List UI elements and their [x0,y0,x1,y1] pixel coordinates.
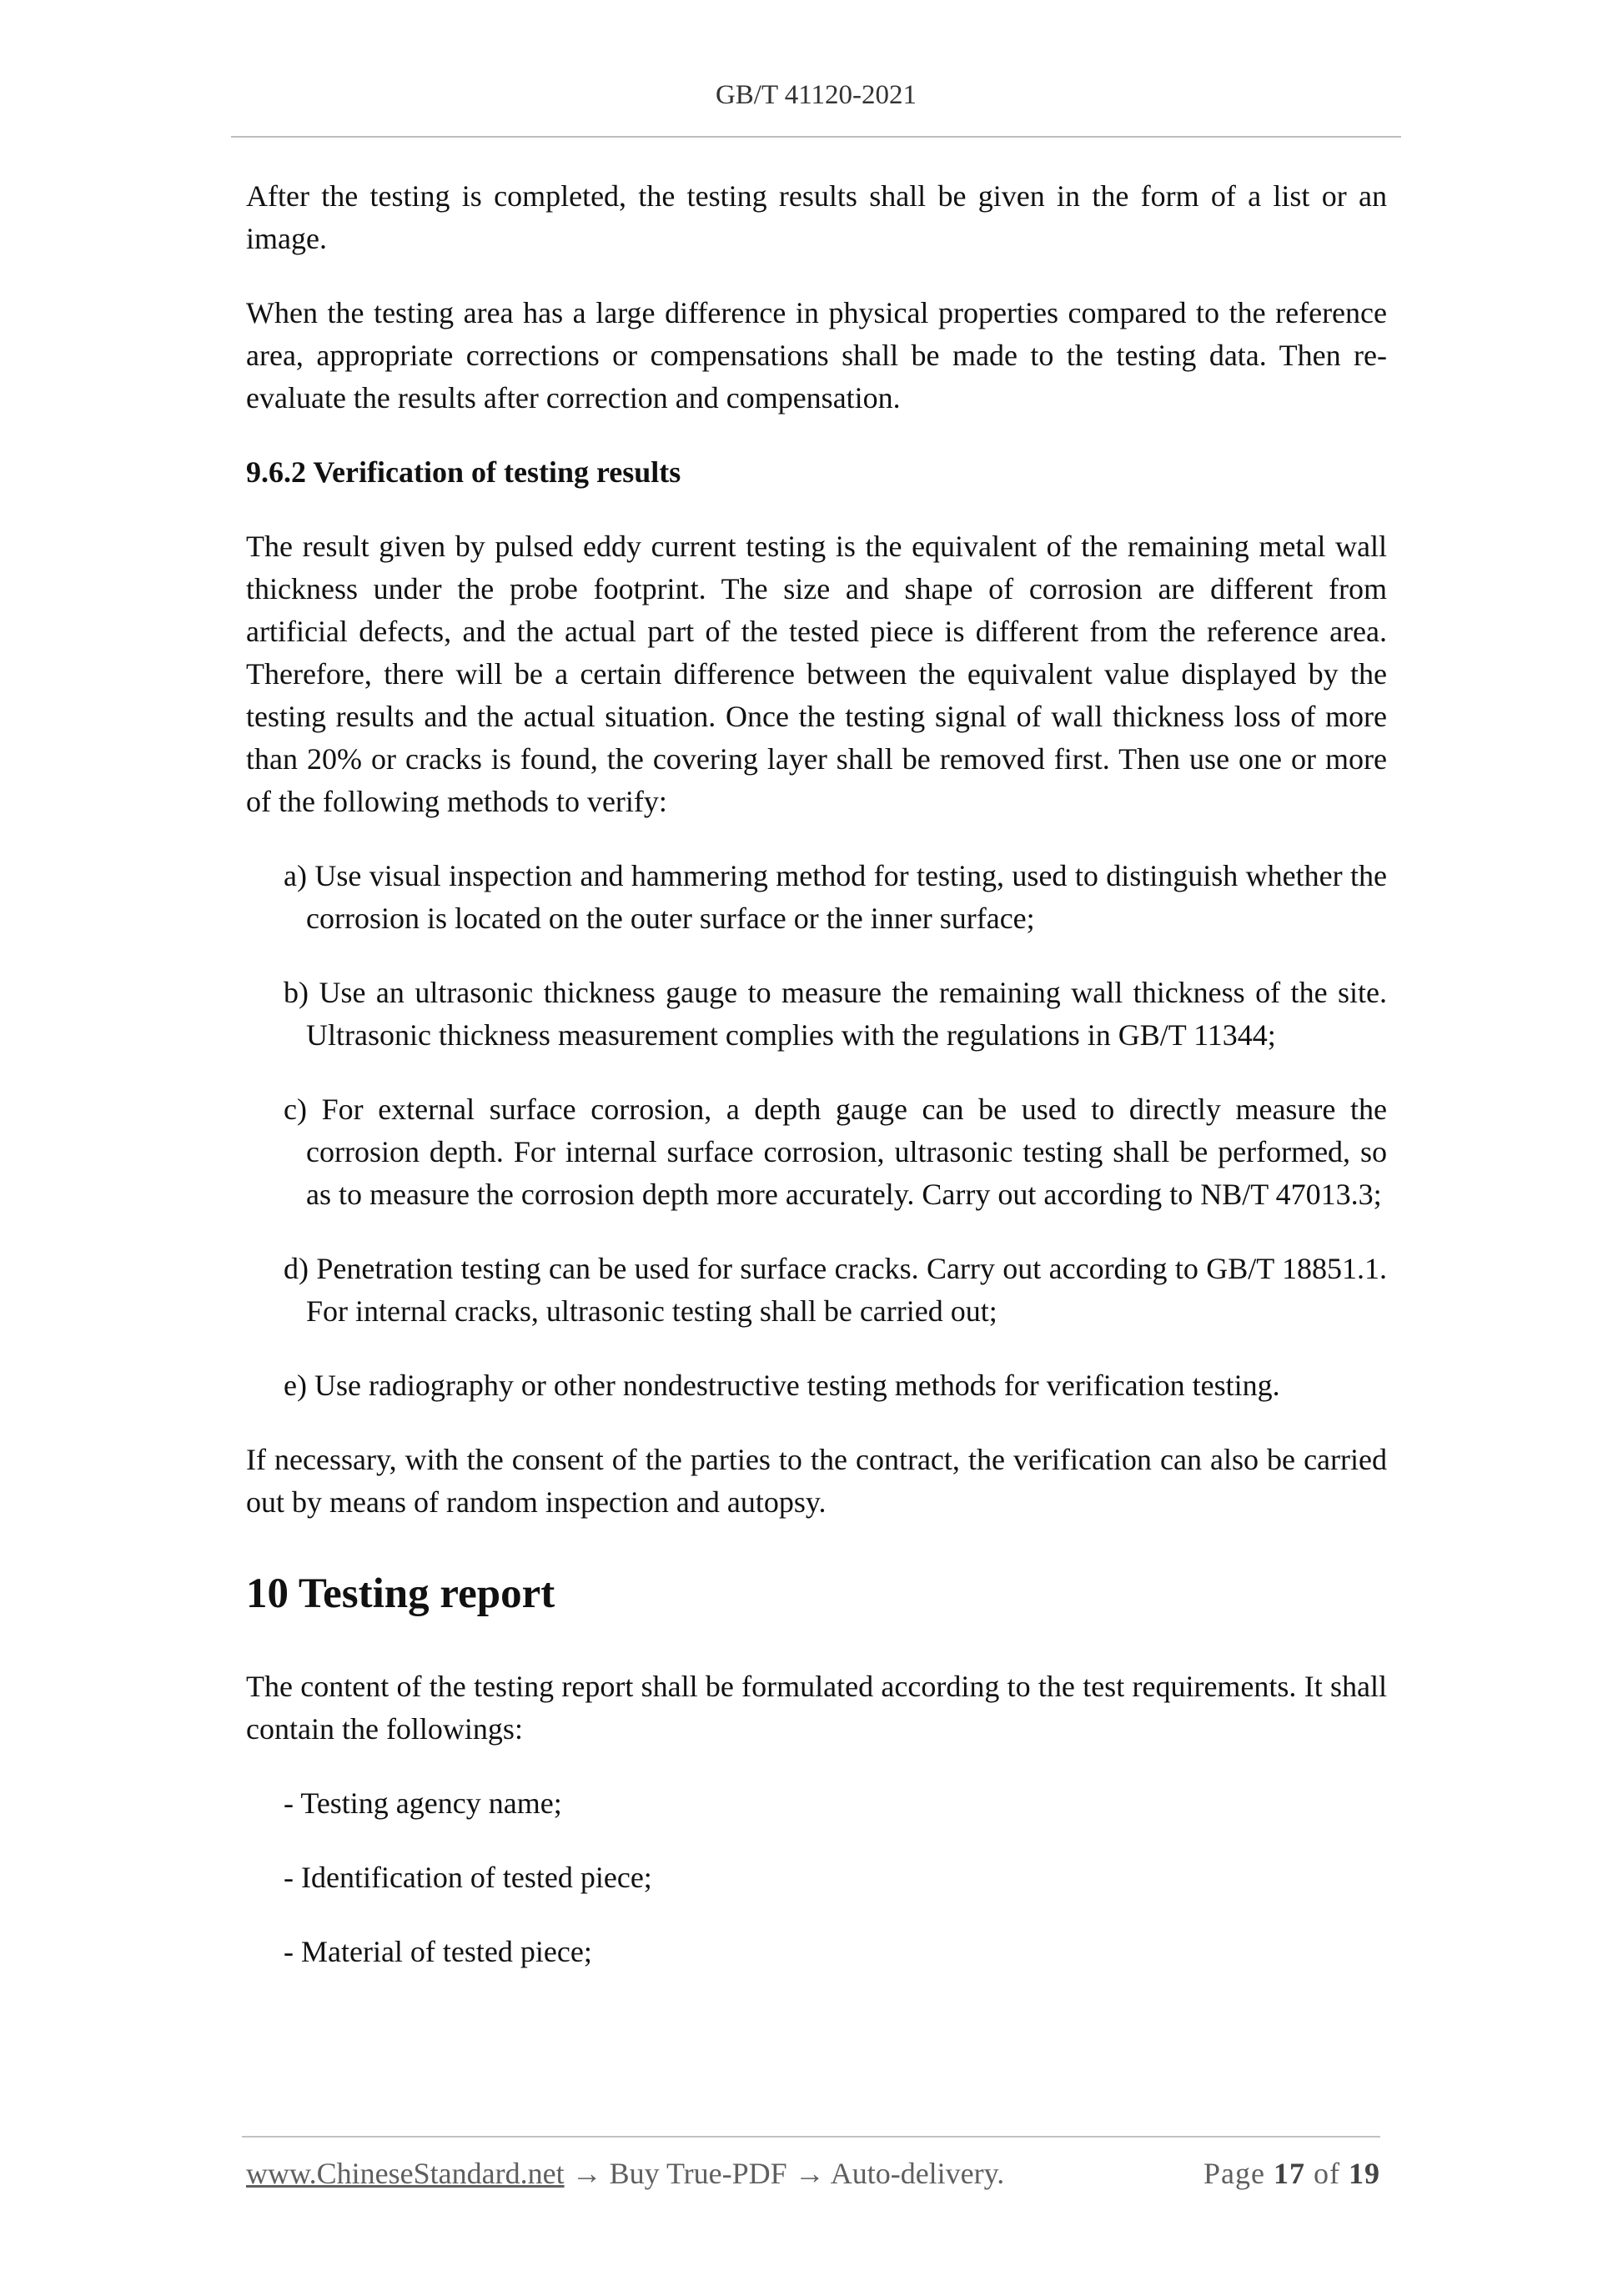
page-header-doc-id: GB/T 41120-2021 [715,80,917,110]
list-item-e: e) Use radiography or other nondestructive testing methods for verification testing. [284,1369,1280,1402]
paragraph-report-content: The content of the testing report shall be formulated according to the test requirements. It shall contain the followings: [246,1670,1387,1746]
header-divider [231,136,1401,138]
footer-divider [242,2136,1380,2138]
page-body [246,175,1387,2005]
report-item-identification: - Identification of tested piece; [284,1861,652,1894]
report-item-material: - Material of tested piece; [284,1935,592,1968]
page-label: Page [1203,2157,1265,2190]
section-heading-10: 10 Testing report [246,1570,555,1617]
list-item-b: b) Use an ultrasonic thickness gauge to measure the remaining wall thickness of the site. Ultrasonic thickness measurement complies with the regulations in GB/T 11344; [284,976,1387,1052]
report-item-agency: - Testing agency name; [284,1786,562,1820]
page-current: 17 [1274,2157,1305,2190]
auto-delivery-text: Auto-delivery. [830,2157,1005,2190]
paragraph-verification-intro: The result given by pulsed eddy current testing is the equivalent of the remaining metal wall thickness under the probe footprint. The size and shape of corrosion are different from artificial defects, and the actual part of the tested piece is different from the reference area. Therefore, there will be a certain difference between the equivalent value displayed by the testing results and the actual situation. Once the testing signal of wall thickness loss of more than 20% or cracks is found, the covering layer shall be removed first. Then use one or more of the following methods to verify: [246,530,1387,818]
section-heading-9-6-2: 9.6.2 Verification of testing results [246,455,681,489]
paragraph-results-form: After the testing is completed, the testing results shall be given in the form of a list or an image. [246,179,1387,255]
list-item-a: a) Use visual inspection and hammering method for testing, used to distinguish whether the corrosion is located on the outer surface or the inner surface; [284,859,1387,935]
arrow-right-icon: → [571,2157,602,2190]
arrow-right-icon: → [794,2157,825,2190]
list-item-d: d) Penetration testing can be used for surface cracks. Carry out according to GB/T 18851.1. For internal cracks, ultrasonic testing shall be carried out; [284,1252,1387,1328]
buy-true-pdf-text: Buy True-PDF [609,2157,787,2190]
chinesestandard-link[interactable]: www.ChineseStandard.net [246,2157,565,2190]
of-label: of [1314,2157,1340,2190]
paragraph-corrections: When the testing area has a large difference in physical properties compared to the reference area, appropriate corrections or compensations shall be made to the testing data. Then re-evaluate the results after correction and compensation. [246,296,1387,414]
paragraph-random-inspection: If necessary, with the consent of the parties to the contract, the verification can also be carried out by means of random inspection and autopsy. [246,1443,1387,1519]
list-item-c: c) For external surface corrosion, a depth gauge can be used to directly measure the corrosion depth. For internal surface corrosion, ultrasonic testing shall be performed, so as to measure the corrosion depth more accurately. Carry out according to NB/T 47013.3; [284,1093,1387,1211]
page-footer [246,2156,1380,2191]
page-total: 19 [1349,2157,1380,2190]
page-number [1203,2156,1380,2191]
